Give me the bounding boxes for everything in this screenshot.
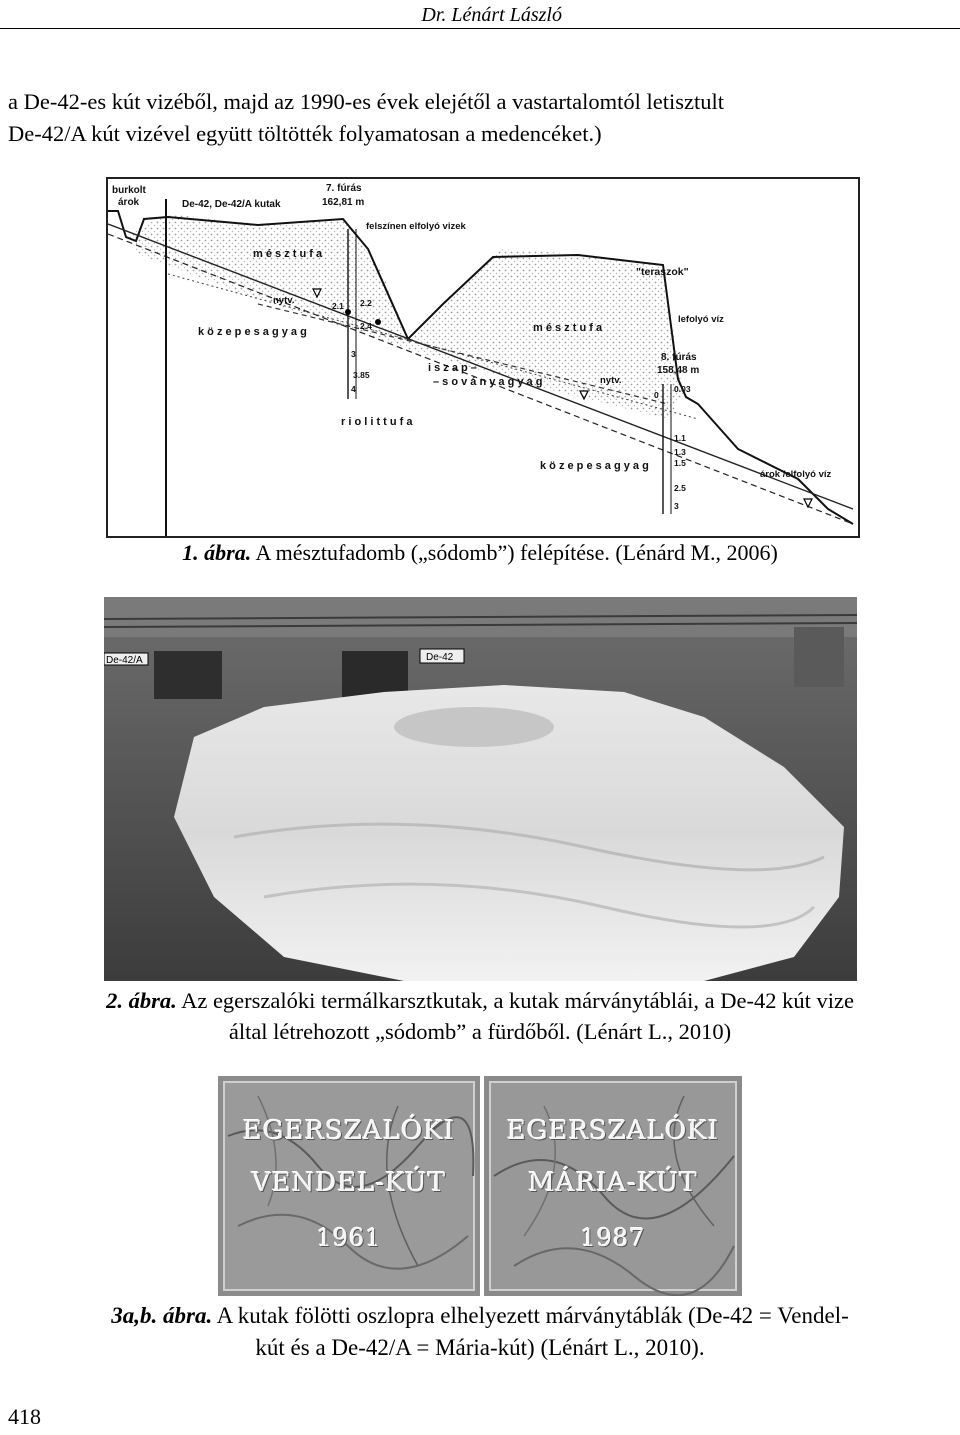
label-teraszok: "teraszok"	[636, 266, 689, 278]
plaque-a-line-1: EGERSZALÓKI	[242, 1116, 456, 1146]
paragraph-line-1: a De-42-es kút vizéből, majd az 1990-es évek elejétől a vastartalomtól letisztult	[8, 89, 725, 114]
point-marker-1	[345, 309, 351, 315]
depth-2-5: 2.5	[674, 483, 686, 493]
label-furas7-depth: 162,81 m	[322, 197, 365, 208]
depth-3-85: 3.85	[353, 370, 370, 380]
figure-3-caption-text: A kutak fölötti oszlopra elhelyezett márványtáblák (De-42 = Vendel-	[212, 1303, 849, 1328]
label-mesztufa-mid: m é s z t u f a	[533, 322, 603, 334]
depth-3: 3	[351, 349, 356, 359]
label-furas8: 8. fúrás	[661, 352, 697, 363]
label-nytv-1: nytv.	[273, 295, 295, 306]
well-housing-left	[154, 651, 222, 699]
plaque-b-line-2: MÁRIA-KÚT	[528, 1168, 698, 1198]
figure-2-photo	[104, 597, 857, 981]
depth-1-3: 1.3	[674, 447, 686, 457]
figure-1-cross-section	[106, 177, 860, 538]
label-kutak: De-42, De-42/A kutak	[182, 199, 281, 210]
label-lefolyo: lefolyó víz	[678, 314, 724, 325]
label-iszap: i s z a p –	[428, 362, 477, 374]
figure-2-caption-label: 2. ábra.	[106, 988, 177, 1013]
plaque-maria	[484, 1076, 742, 1296]
label-sovany: – s o v á n y a g y a g	[433, 376, 543, 388]
label-furas7: 7. fúrás	[326, 183, 362, 194]
running-header	[0, 2, 960, 29]
cross-section-diagram	[108, 179, 858, 536]
label-riolittufa: r i o l i t t u f a	[341, 416, 413, 428]
figure-1-caption-label: 1. ábra.	[182, 540, 252, 565]
water-level-marker-3	[804, 499, 812, 507]
depth-0: 0	[654, 390, 659, 400]
stairs	[794, 627, 844, 687]
header-author: Dr. Lénárt László	[421, 4, 562, 26]
figure-2-caption	[0, 985, 960, 1047]
label-kozepes-agyag-1: k ö z e p e s a g y a g	[198, 326, 307, 338]
travertine-photo	[104, 597, 857, 981]
plaque-b-line-1: EGERSZALÓKI	[506, 1116, 720, 1146]
depth-2-4: 2.4	[360, 321, 372, 331]
figure-3-caption-line-2: kút és a De-42/A = Mária-kút) (Lénárt L., 2010).	[255, 1335, 705, 1360]
depth-2-1: 2.1	[332, 301, 344, 311]
label-felszinen: felszínen elfolyó vizek	[366, 221, 466, 232]
depth-2-2: 2.2	[360, 298, 372, 308]
depth-0-03: 0.03	[674, 384, 691, 394]
depth-4: 4	[351, 384, 356, 394]
figure-3-caption	[0, 1300, 960, 1364]
figure-2-caption-line-2: által létrehozott „sódomb” a fürdőből. (Lénárt L., 2010)	[228, 1019, 732, 1044]
plaque-vendel	[218, 1076, 480, 1296]
label-arok: árok	[118, 197, 140, 208]
paragraph-line-2: De-42/A kút vizével együtt töltötték folyamatosan a medencéket.)	[8, 121, 602, 146]
body-paragraph	[8, 86, 954, 150]
travertine-body	[128, 214, 683, 419]
sign-right: De-42	[426, 652, 454, 663]
figure-2-caption-line-1	[0, 985, 960, 1016]
depth-1-1: 1.1	[674, 433, 686, 443]
mound-pool	[394, 707, 554, 747]
figure-1-caption-text: A mésztufadomb („sódomb”) felépítése. (Lénárd M., 2006)	[251, 540, 778, 565]
sign-left: De-42/A	[106, 655, 143, 666]
label-furas8-depth: 158,48 m	[657, 365, 700, 376]
figure-2-caption-text: Az egerszalóki termálkarsztkutak, a kutak márványtáblái, a De-42 kút vize	[176, 988, 854, 1013]
label-nytv-2: nytv.	[600, 375, 622, 386]
label-kozepes-agyag-2: k ö z e p e s a g y a g	[540, 460, 649, 472]
plaque-b-year: 1987	[580, 1224, 646, 1252]
figure-3-caption-line-1	[0, 1300, 960, 1332]
figure-3-caption-label: 3a,b. ábra.	[111, 1303, 213, 1328]
figure-1-caption	[0, 540, 960, 566]
point-marker-2	[375, 319, 381, 325]
depth-3-b: 3	[674, 501, 679, 511]
plaque-a-line-2: VENDEL-KÚT	[251, 1168, 447, 1198]
label-arok-elfolyo: árok /elfolyó víz	[760, 469, 832, 480]
plaque-a-year: 1961	[316, 1224, 382, 1252]
page-number: 418	[8, 1404, 41, 1429]
label-mesztufa-top: m é s z t u f a	[253, 248, 323, 260]
depth-1-5: 1.5	[674, 458, 686, 468]
label-burkolt: burkolt	[112, 185, 146, 196]
